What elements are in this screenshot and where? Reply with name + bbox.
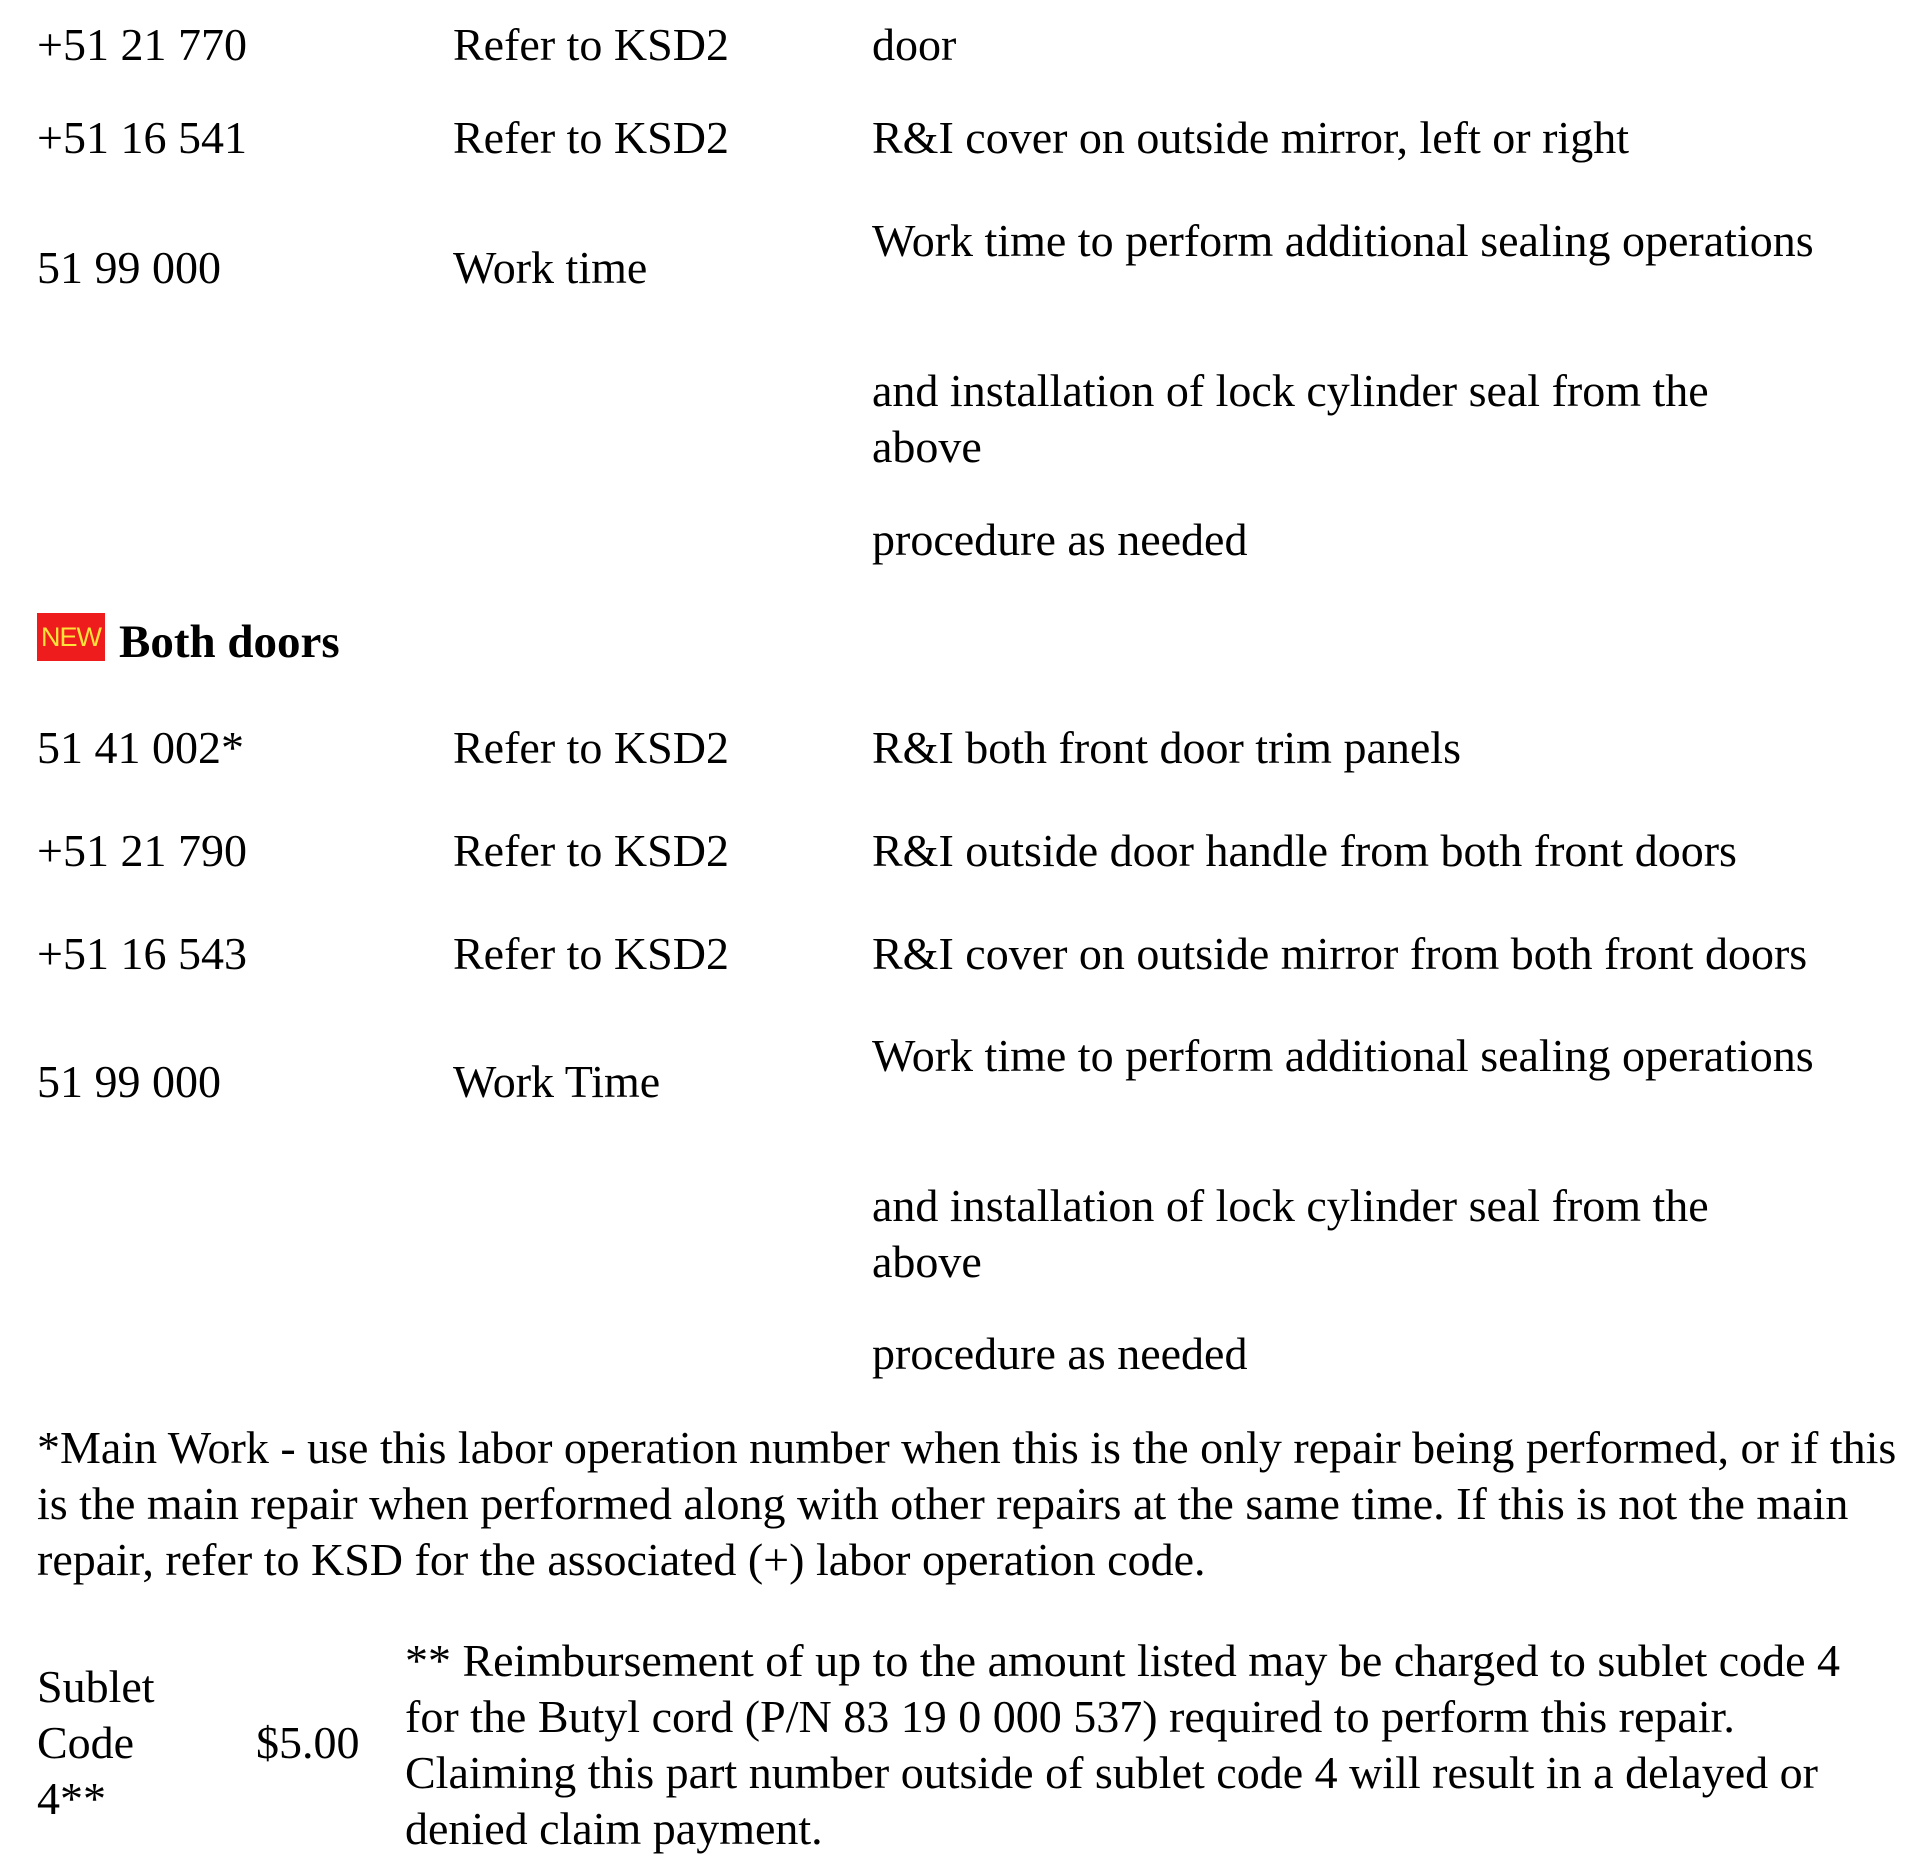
sublet-label-line: 4** [37,1773,106,1824]
labor-description: R&I cover on outside mirror from both front doors [872,928,1808,979]
labor-reference: Refer to KSD2 [453,112,729,163]
sublet-note: ** Reimbursement of up to the amount listed may be charged to sublet code 4 for the Butyl cord (P/N 83 19 0 000 537) required to perform this repair. Claiming this part number outside of sublet code 4 will result in a delayed or denied claim payment. [405,1635,1841,1854]
labor-description-continued: above [872,1236,982,1287]
main-work-note: *Main Work - use this labor operation number when this is the only repair being performed, or if this is the main repair when performed along with other repairs at the same time. If this is not the main repair, refer to KSD for the associated (+) labor operation code. [37,1422,1897,1585]
labor-description: door [872,19,957,70]
labor-description-continued: procedure as needed [872,1328,1248,1379]
labor-reference: Refer to KSD2 [453,825,729,876]
labor-reference: Work time [453,242,648,293]
sublet-label-line: Sublet [37,1661,155,1712]
labor-description: Work time to perform additional sealing operations [872,1030,1814,1081]
labor-description-continued: procedure as needed [872,514,1248,565]
labor-description-continued: and installation of lock cylinder seal from the [872,365,1709,416]
labor-reference: Work Time [453,1056,661,1107]
labor-description-continued: and installation of lock cylinder seal from the [872,1180,1709,1231]
labor-reference: Refer to KSD2 [453,19,729,70]
labor-description-continued: above [872,421,982,472]
labor-reference: Refer to KSD2 [453,722,729,773]
labor-description: Work time to perform additional sealing operations [872,215,1814,266]
labor-code: 51 99 000 [37,1056,221,1107]
labor-description: R&I cover on outside mirror, left or right [872,112,1629,163]
section-heading [37,614,340,670]
sublet-amount: $5.00 [256,1717,360,1768]
labor-code: +51 16 543 [37,928,247,979]
section-heading-text: Both doors [119,616,340,668]
labor-code: +51 16 541 [37,112,247,163]
labor-reference: Refer to KSD2 [453,928,729,979]
sublet-label-line: Code [37,1717,135,1768]
labor-description: R&I both front door trim panels [872,722,1461,773]
labor-code: 51 41 002* [37,722,244,773]
sublet-code-label [37,1659,155,1827]
labor-code: +51 21 770 [37,19,247,70]
labor-description: R&I outside door handle from both front doors [872,825,1737,876]
new-badge-icon: NEW [37,613,105,661]
labor-code: 51 99 000 [37,242,221,293]
labor-code: +51 21 790 [37,825,247,876]
